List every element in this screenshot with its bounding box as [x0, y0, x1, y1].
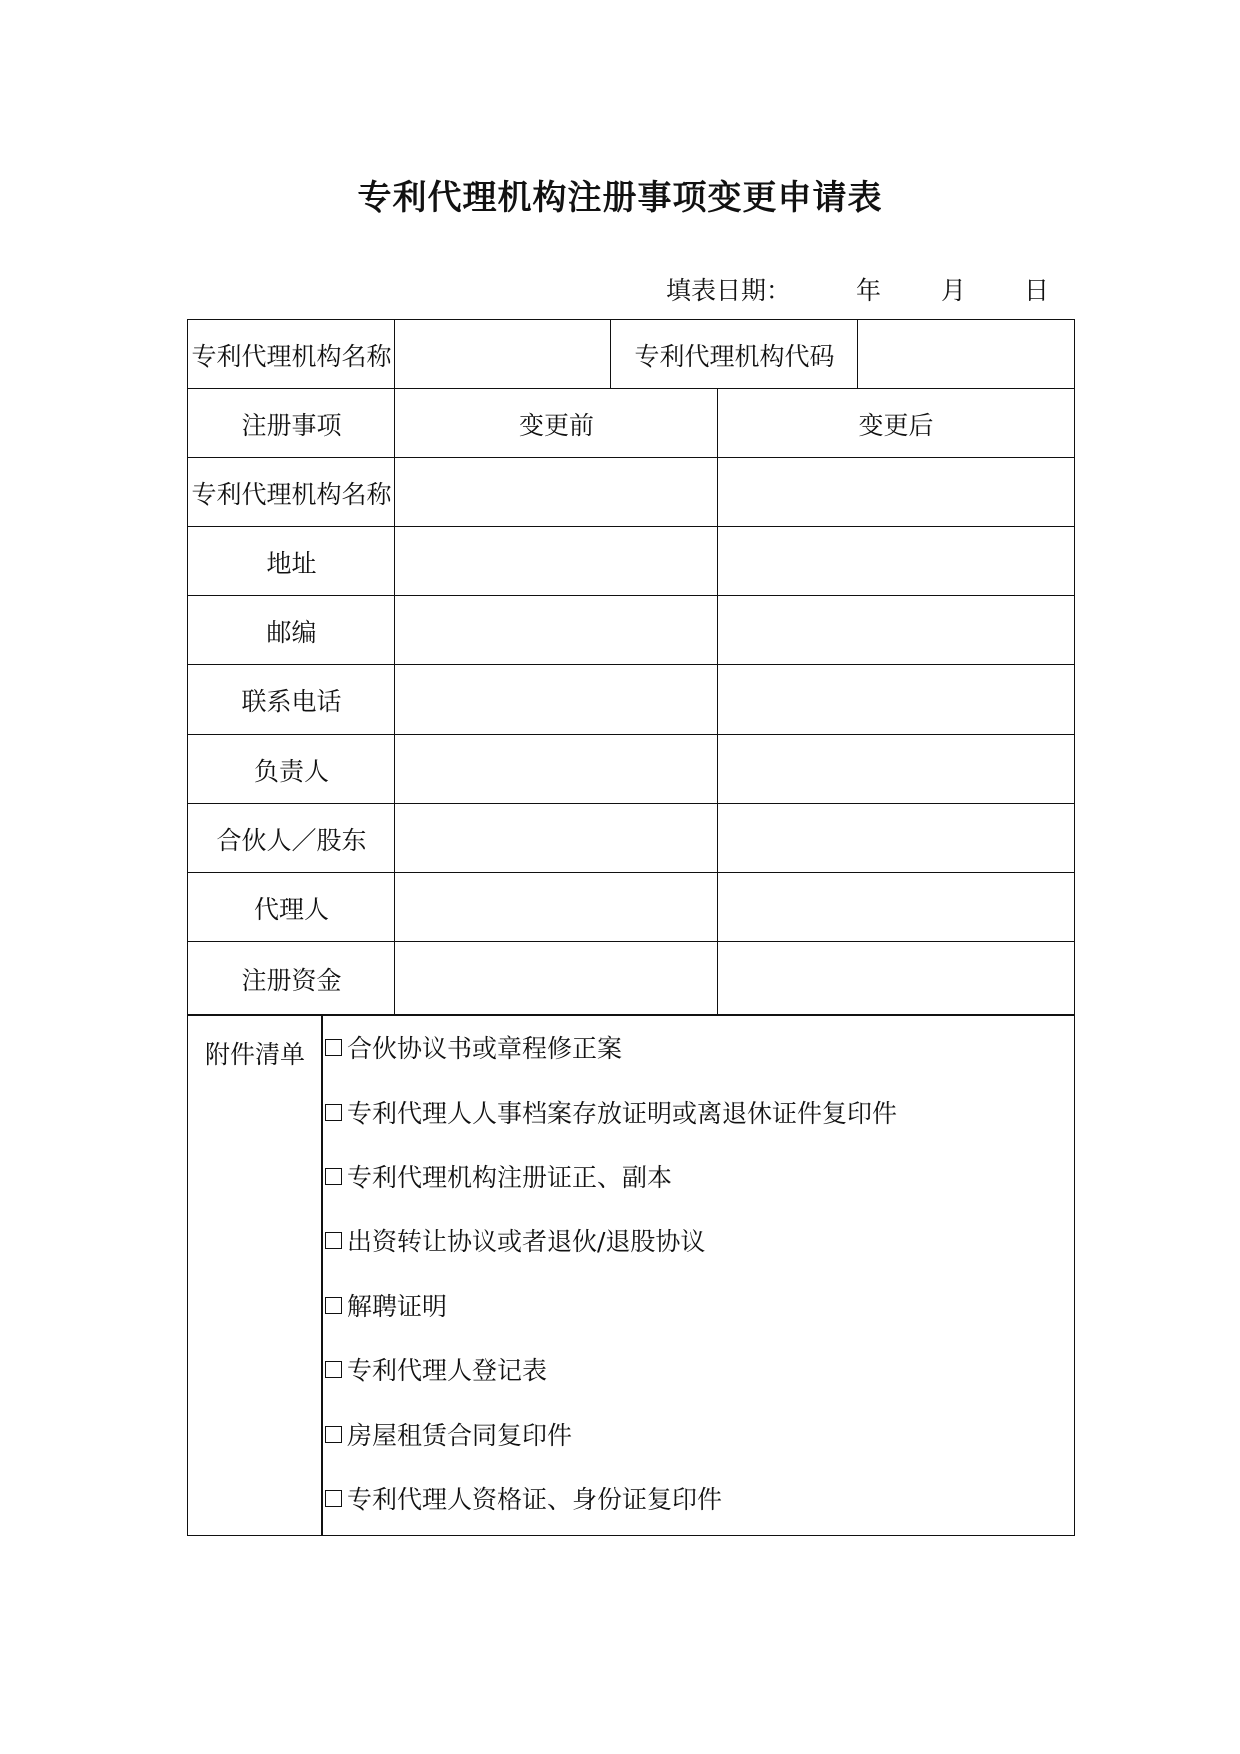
- attachment-item-qualification-id-copy[interactable]: [325, 1480, 722, 1516]
- fill-date-year[interactable]: 年: [856, 276, 882, 305]
- col-header-before: 变更前: [394, 388, 719, 459]
- attachment-item-label: 专利代理人资格证、身份证复印件: [347, 1485, 723, 1514]
- phone-before-field[interactable]: [394, 664, 719, 735]
- agency-code-field[interactable]: [857, 319, 1075, 390]
- attachment-item-label: 出资转让协议或者退伙/退股协议: [347, 1227, 706, 1256]
- row-label-agents: 代理人: [187, 872, 396, 943]
- row-label-phone: 联系电话: [187, 664, 396, 735]
- agency-name-before-field[interactable]: [394, 457, 719, 528]
- attachment-item-transfer-agreement[interactable]: [325, 1222, 705, 1258]
- attachment-item-partnership-agreement[interactable]: [325, 1029, 622, 1065]
- checkbox-icon[interactable]: [325, 1426, 342, 1443]
- row-label-address: 地址: [187, 526, 396, 597]
- agency-name-after-field[interactable]: [717, 457, 1075, 528]
- row-label-agency-name: 专利代理机构名称: [187, 457, 396, 528]
- attachment-item-label: 解聘证明: [347, 1292, 448, 1321]
- fill-date-month[interactable]: 月: [941, 276, 967, 305]
- agency-code-label: 专利代理机构代码: [610, 319, 859, 390]
- partners-after-field[interactable]: [717, 803, 1075, 874]
- checkbox-icon[interactable]: [325, 1490, 342, 1507]
- registered-capital-after-field[interactable]: [717, 941, 1075, 1016]
- attachment-item-label: 合伙协议书或章程修正案: [347, 1034, 623, 1063]
- checkbox-icon[interactable]: [325, 1232, 342, 1249]
- attachment-item-dismissal-proof[interactable]: [325, 1287, 447, 1323]
- person-in-charge-before-field[interactable]: [394, 734, 719, 805]
- row-label-partners: 合伙人／股东: [187, 803, 396, 874]
- phone-after-field[interactable]: [717, 664, 1075, 735]
- attachments-list: [321, 1014, 1075, 1536]
- attachments-label: 附件清单: [187, 1014, 323, 1536]
- address-before-field[interactable]: [394, 526, 719, 597]
- row-label-postcode: 邮编: [187, 595, 396, 666]
- address-after-field[interactable]: [717, 526, 1075, 597]
- fill-date-label: 填表日期：: [666, 276, 792, 305]
- attachment-item-label: 专利代理机构注册证正、副本: [347, 1163, 673, 1192]
- row-label-person-in-charge: 负责人: [187, 734, 396, 805]
- col-header-item: 注册事项: [187, 388, 396, 459]
- person-in-charge-after-field[interactable]: [717, 734, 1075, 805]
- attachment-item-registration-certificate[interactable]: [325, 1158, 672, 1194]
- attachment-item-label: 专利代理人登记表: [347, 1356, 548, 1385]
- attachment-item-label: 房屋租赁合同复印件: [347, 1421, 573, 1450]
- row-label-registered-capital: 注册资金: [187, 941, 396, 1016]
- postcode-before-field[interactable]: [394, 595, 719, 666]
- partners-before-field[interactable]: [394, 803, 719, 874]
- attachment-item-label: 专利代理人人事档案存放证明或离退休证件复印件: [347, 1099, 898, 1128]
- checkbox-icon[interactable]: [325, 1039, 342, 1056]
- col-header-after: 变更后: [717, 388, 1075, 459]
- agency-name-label: 专利代理机构名称: [187, 319, 396, 390]
- agency-name-field[interactable]: [394, 319, 612, 390]
- fill-date-day[interactable]: 日: [1024, 276, 1050, 305]
- attachment-item-agent-registration-form[interactable]: [325, 1351, 547, 1387]
- checkbox-icon[interactable]: [325, 1168, 342, 1185]
- agents-after-field[interactable]: [717, 872, 1075, 943]
- agents-before-field[interactable]: [394, 872, 719, 943]
- checkbox-icon[interactable]: [325, 1104, 342, 1121]
- postcode-after-field[interactable]: [717, 595, 1075, 666]
- checkbox-icon[interactable]: [325, 1297, 342, 1314]
- form-title: 专利代理机构注册事项变更申请表: [357, 178, 883, 218]
- attachment-item-lease-contract[interactable]: [325, 1416, 572, 1452]
- registered-capital-before-field[interactable]: [394, 941, 719, 1016]
- attachment-item-personnel-file[interactable]: [325, 1094, 897, 1130]
- checkbox-icon[interactable]: [325, 1361, 342, 1378]
